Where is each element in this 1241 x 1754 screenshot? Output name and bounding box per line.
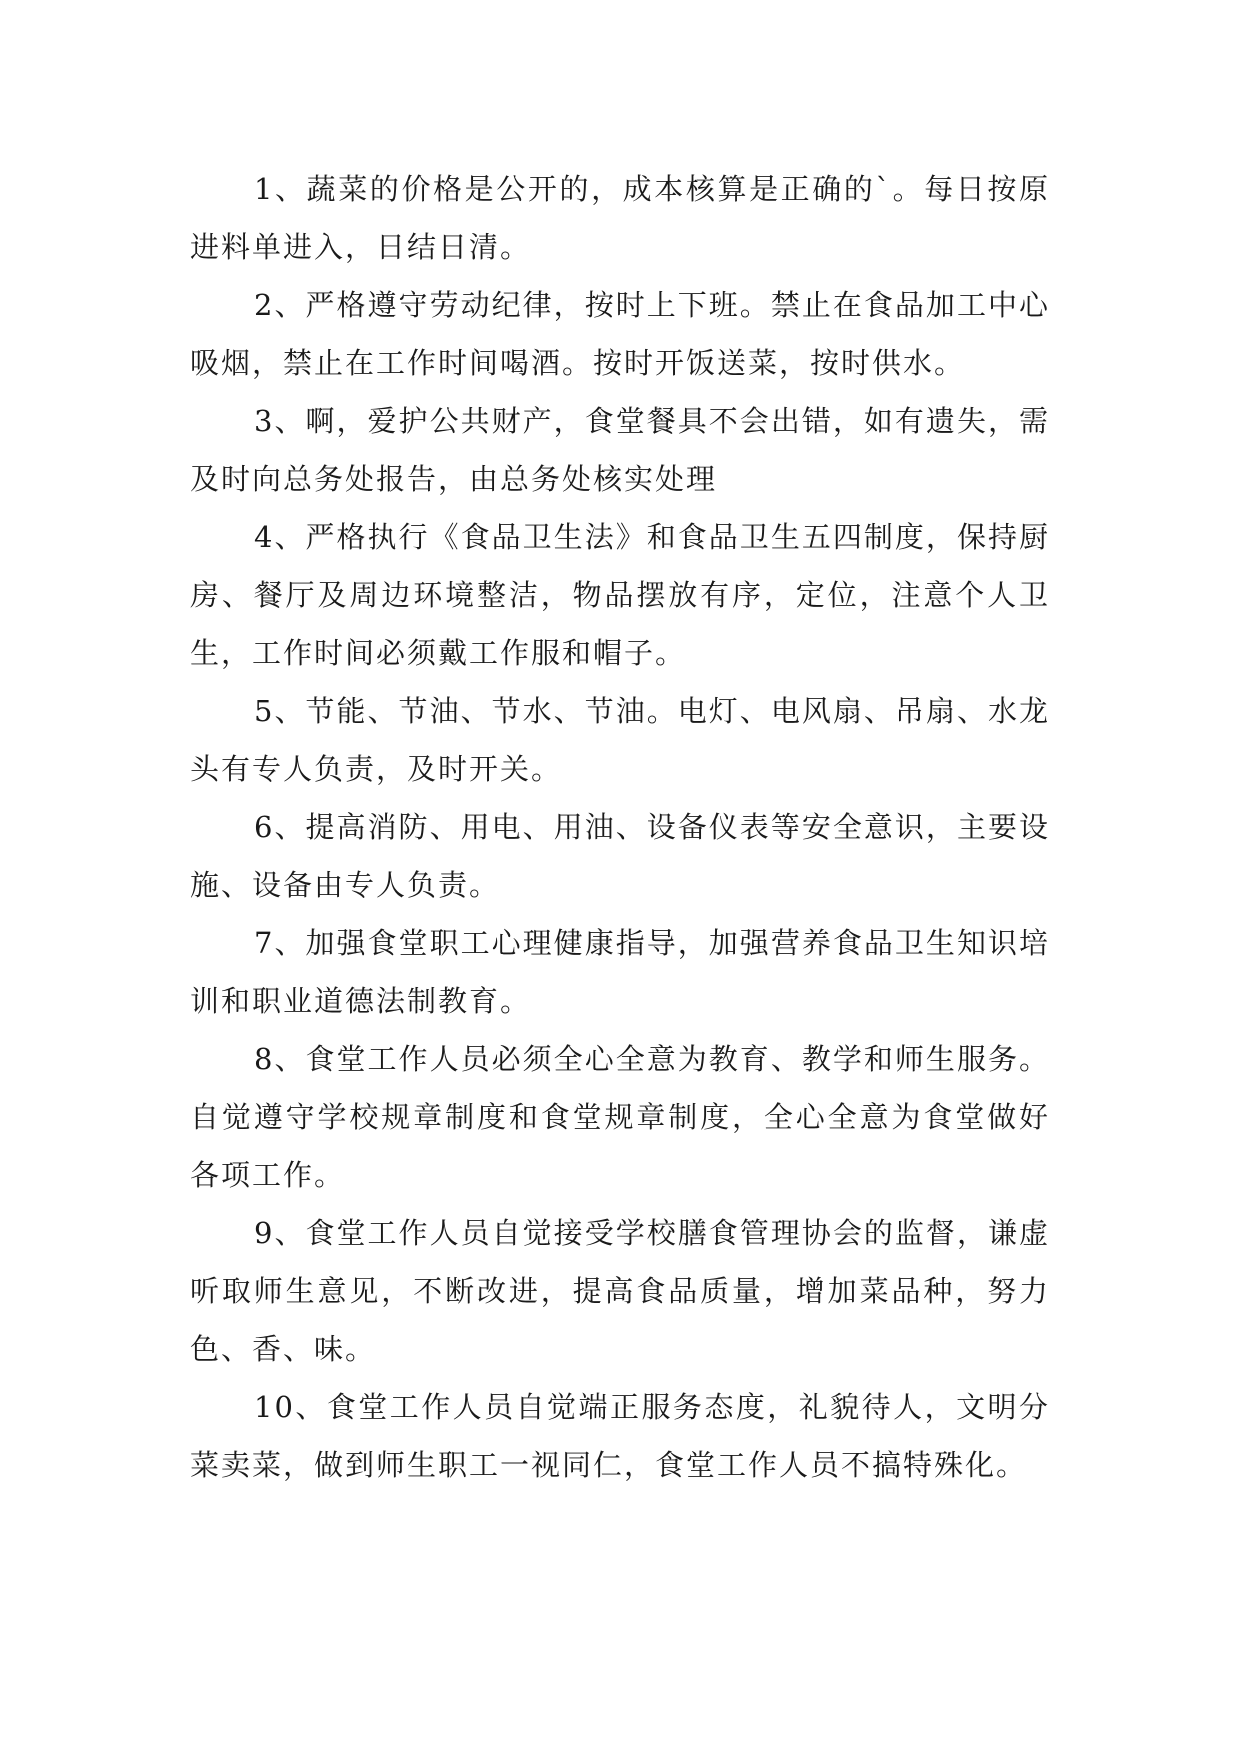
paragraph-9: 9、食堂工作人员自觉接受学校膳食管理协会的监督，谦虚听取师生意见，不断改进，提高食品质量，增加菜品种，努力色、香、味。 — [190, 1216, 1050, 1366]
paragraph-6: 6、提高消防、用电、用油、设备仪表等安全意识，主要设施、设备由专人负责。 — [190, 810, 1050, 902]
paragraph-4: 4、严格执行《食品卫生法》和食品卫生五四制度，保持厨房、餐厅及周边环境整洁，物品摆放有序，定位，注意个人卫生，工作时间必须戴工作服和帽子。 — [190, 520, 1050, 670]
paragraph-3: 3、啊，爱护公共财产，食堂餐具不会出错，如有遗失，需及时向总务处报告，由总务处核实处理 — [190, 404, 1050, 496]
document-body — [190, 160, 1050, 1494]
paragraph-7: 7、加强食堂职工心理健康指导，加强营养食品卫生知识培训和职业道德法制教育。 — [190, 926, 1050, 1018]
paragraph-10: 10、食堂工作人员自觉端正服务态度，礼貌待人，文明分菜卖菜，做到师生职工一视同仁，食堂工作人员不搞特殊化。 — [190, 1390, 1050, 1482]
paragraph-5: 5、节能、节油、节水、节油。电灯、电风扇、吊扇、水龙头有专人负责，及时开关。 — [190, 694, 1050, 786]
paragraph-8: 8、食堂工作人员必须全心全意为教育、教学和师生服务。自觉遵守学校规章制度和食堂规章制度，全心全意为食堂做好各项工作。 — [190, 1042, 1050, 1192]
paragraph-1: 1、蔬菜的价格是公开的，成本核算是正确的`。每日按原进料单进入，日结日清。 — [190, 172, 1050, 264]
paragraph-2: 2、严格遵守劳动纪律，按时上下班。禁止在食品加工中心吸烟，禁止在工作时间喝酒。按时开饭送菜，按时供水。 — [190, 288, 1050, 380]
